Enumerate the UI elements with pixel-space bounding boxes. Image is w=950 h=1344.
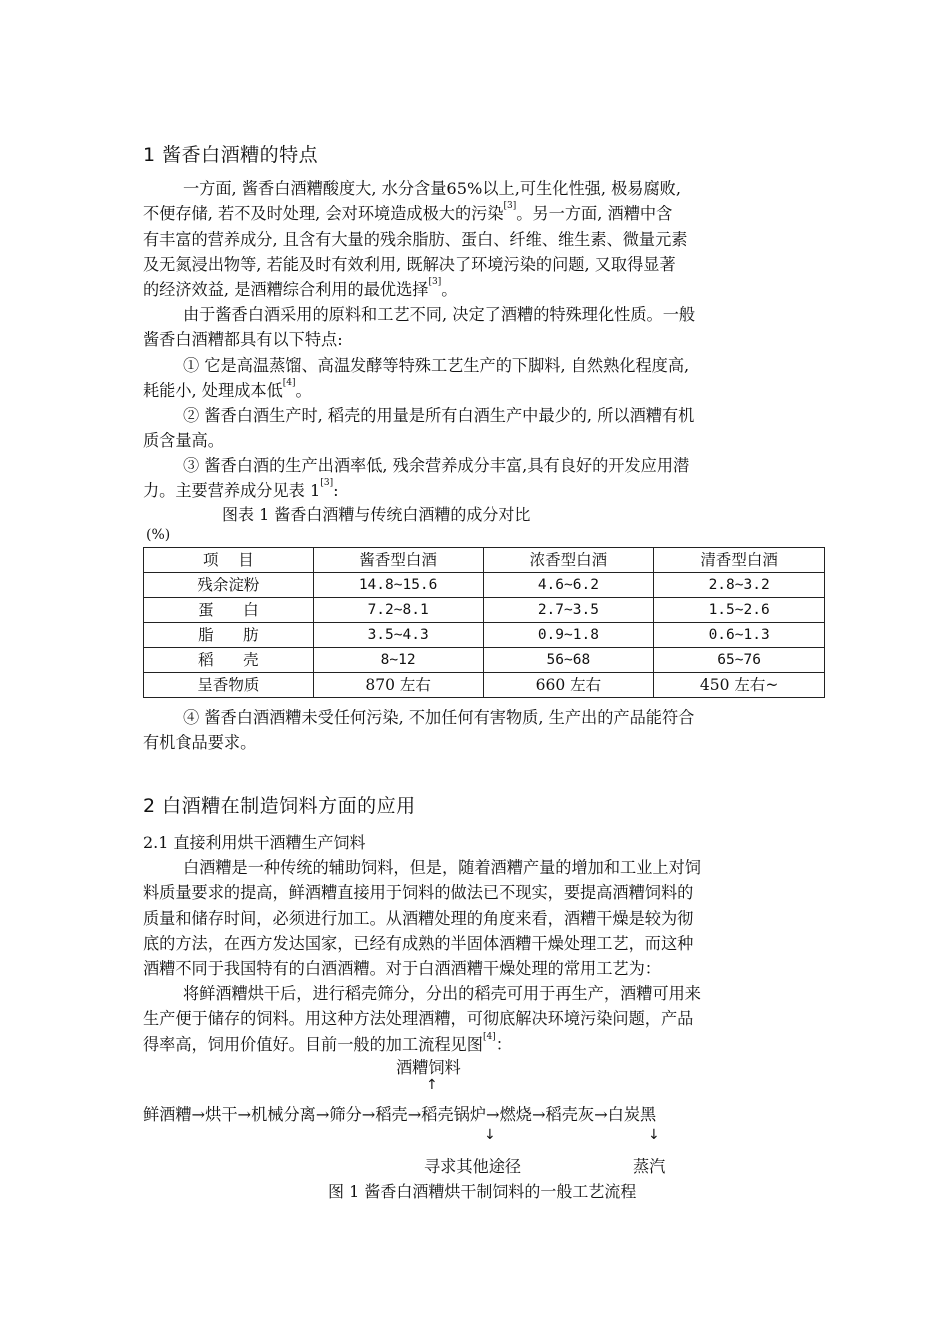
feature-item-4 bbox=[143, 705, 803, 756]
table-cell: 0.6~1.3 bbox=[654, 623, 825, 648]
table-header-cell: 项 目 bbox=[144, 548, 314, 573]
feature-item-1 bbox=[143, 353, 803, 404]
subsection-2-1-heading: 2.1 直接利用烘干酒糟生产饲料 bbox=[143, 833, 366, 852]
composition-table bbox=[143, 547, 825, 698]
section-2-paragraph-2 bbox=[143, 981, 803, 1057]
down-arrow-icon: ↓ bbox=[648, 1127, 660, 1143]
text-span: 不便存储, 若不及时处理, 会对环境造成极大的污染 bbox=[143, 204, 504, 224]
table-cell: 0.9~1.8 bbox=[483, 623, 654, 648]
table-unit: (%) bbox=[146, 527, 171, 543]
section-1-paragraph-2 bbox=[143, 302, 803, 353]
table-header-cell: 浓香型白酒 bbox=[483, 548, 654, 573]
text-line bbox=[143, 277, 803, 302]
table-header-cell: 清香型白酒 bbox=[654, 548, 825, 573]
flow-node-other-ways: 寻求其他途径 bbox=[424, 1157, 522, 1176]
text-span: : bbox=[333, 481, 339, 501]
flow-node-steam: 蒸汽 bbox=[633, 1157, 666, 1176]
table-cell: 残余淀粉 bbox=[144, 573, 314, 598]
text-line: 料质量要求的提高，鲜酒糟直接用于饲料的做法已不现实，要提高酒糟饲料的 bbox=[143, 883, 694, 903]
text-line bbox=[143, 378, 803, 403]
table-cell: 1.5~2.6 bbox=[654, 598, 825, 623]
table-cell: 8~12 bbox=[313, 648, 483, 673]
citation-ref: [3] bbox=[428, 277, 442, 288]
text-span: 耗能小, 处理成本低 bbox=[143, 381, 283, 401]
table-row bbox=[144, 598, 825, 623]
text-line: 有机食品要求。 bbox=[143, 733, 257, 753]
up-arrow-icon: ↑ bbox=[426, 1077, 438, 1093]
flow-main-chain: 鲜酒糟→烘干→机械分离→筛分→稻壳→稻壳锅炉→燃烧→稻壳灰→白炭黑 bbox=[143, 1105, 657, 1124]
table-cell: 3.5~4.3 bbox=[313, 623, 483, 648]
table-cell: 2.8~3.2 bbox=[654, 573, 825, 598]
text-span: 。 bbox=[441, 280, 458, 300]
table-row bbox=[144, 648, 825, 673]
table-cell: 稻 壳 bbox=[144, 648, 314, 673]
text-span: 力。主要营养成分见表 1 bbox=[143, 481, 321, 501]
table-cell: 呈香物质 bbox=[144, 673, 314, 698]
table-row bbox=[144, 623, 825, 648]
table-cell: 450 左右~ bbox=[654, 673, 825, 698]
citation-ref: [4] bbox=[482, 1031, 496, 1042]
table-cell: 65~76 bbox=[654, 648, 825, 673]
section-1-heading: 1 酱香白酒糟的特点 bbox=[143, 144, 319, 166]
table-cell: 870 左右 bbox=[313, 673, 483, 698]
table-header-row bbox=[144, 548, 825, 573]
flow-node-feed: 酒糟饲料 bbox=[396, 1058, 461, 1077]
text-line: 生产便于储存的饲料。用这种方法处理酒糟，可彻底解决环境污染问题，产品 bbox=[143, 1009, 694, 1029]
text-line: 质量和储存时间，必须进行加工。从酒糟处理的角度来看，酒糟干燥是较为彻 bbox=[143, 908, 694, 928]
text-span: ： bbox=[495, 1034, 512, 1054]
feature-item-3 bbox=[143, 453, 803, 504]
table-cell: 脂 肪 bbox=[144, 623, 314, 648]
table-cell: 7.2~8.1 bbox=[313, 598, 483, 623]
table-caption: 图表 1 酱香白酒糟与传统白酒糟的成分对比 bbox=[222, 505, 531, 524]
figure-caption: 图 1 酱香白酒糟烘干制饲料的一般工艺流程 bbox=[328, 1182, 637, 1201]
text-line: ④ 酱香白酒酒糟未受任何污染, 不加任何有害物质, 生产出的产品能符合 bbox=[183, 708, 695, 727]
text-line: 及无氮浸出物等, 若能及时有效利用, 既解决了环境污染的问题, 又取得显著 bbox=[143, 254, 676, 274]
citation-ref: [3] bbox=[503, 201, 517, 212]
text-line: 白酒糟是一种传统的辅助饲料，但是，随着酒糟产量的增加和工业上对饲 bbox=[183, 858, 701, 877]
section-2-paragraph-1 bbox=[143, 855, 803, 981]
text-line: 将鲜酒糟烘干后，进行稻壳筛分，分出的稻壳可用于再生产，酒糟可用来 bbox=[183, 984, 701, 1003]
table-cell: 56~68 bbox=[483, 648, 654, 673]
text-line: 由于酱香白酒采用的原料和工艺不同, 决定了酒糟的特殊理化性质。一般 bbox=[183, 305, 696, 324]
text-line bbox=[143, 1032, 803, 1057]
table-cell: 660 左右 bbox=[483, 673, 654, 698]
section-1-paragraph-1 bbox=[143, 176, 803, 302]
down-arrow-icon: ↓ bbox=[484, 1127, 496, 1143]
citation-ref: [4] bbox=[282, 378, 296, 389]
text-line: 酒糟不同于我国特有的白酒酒糟。对于白酒酒糟干燥处理的常用工艺为： bbox=[143, 959, 661, 979]
table-row bbox=[144, 573, 825, 598]
text-line: 底的方法，在西方发达国家，已经有成熟的半固体酒糟干燥处理工艺，而这种 bbox=[143, 933, 694, 953]
text-span: 。另一方面, 酒糟中含 bbox=[516, 204, 673, 224]
text-line: ③ 酱香白酒的生产出酒率低, 残余营养成分丰富,具有良好的开发应用潜 bbox=[183, 456, 690, 475]
citation-ref: [3] bbox=[320, 478, 334, 489]
table-cell: 14.8~15.6 bbox=[313, 573, 483, 598]
feature-item-2 bbox=[143, 403, 803, 454]
section-2-heading: 2 白酒糟在制造饲料方面的应用 bbox=[143, 795, 416, 817]
table-cell: 2.7~3.5 bbox=[483, 598, 654, 623]
text-line bbox=[143, 201, 803, 226]
text-span: 得率高，饲用价值好。目前一般的加工流程见图 bbox=[143, 1034, 483, 1054]
text-span: 的经济效益, 是酒糟综合利用的最优选择 bbox=[143, 280, 429, 300]
table-cell: 4.6~6.2 bbox=[483, 573, 654, 598]
text-line: ① 它是高温蒸馏、高温发酵等特殊工艺生产的下脚料, 自然熟化程度高, bbox=[183, 356, 690, 375]
text-line bbox=[143, 478, 803, 503]
text-line: 一方面, 酱香白酒糟酸度大, 水分含量65%以上,可生化性强, 极易腐败, bbox=[183, 179, 682, 198]
text-span: 。 bbox=[295, 381, 312, 401]
text-line: 酱香白酒糟都具有以下特点: bbox=[143, 330, 343, 350]
text-line: 有丰富的营养成分, 且含有大量的残余脂肪、蛋白、纤维、维生素、微量元素 bbox=[143, 229, 688, 249]
table-row bbox=[144, 673, 825, 698]
table-cell: 蛋 白 bbox=[144, 598, 314, 623]
table-header-cell: 酱香型白酒 bbox=[313, 548, 483, 573]
text-line: 质含量高。 bbox=[143, 431, 224, 451]
text-line: ② 酱香白酒生产时, 稻壳的用量是所有白酒生产中最少的, 所以酒糟有机 bbox=[183, 406, 695, 425]
